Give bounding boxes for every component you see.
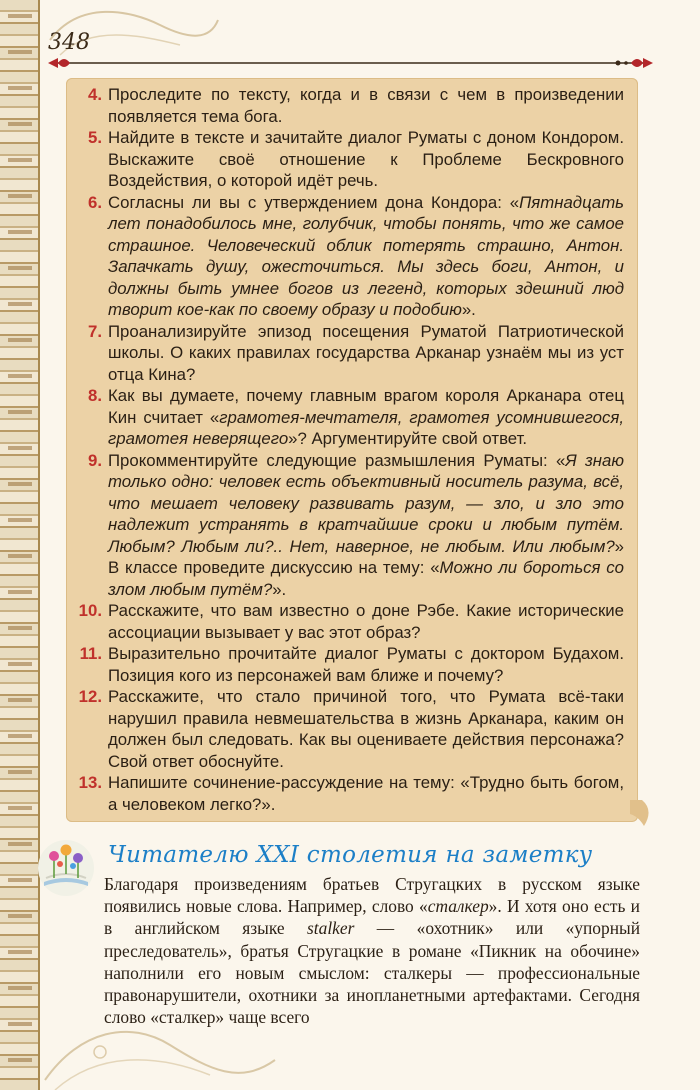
question-text — [108, 451, 624, 599]
text-run: Прокомментируйте следующие размышления Руматы: « — [108, 450, 566, 470]
text-run: Напишите сочинение-рассуждение на тему: «Трудно быть богом, а человеком легко?». — [108, 773, 624, 814]
text-run: Проанализируйте эпизод посещения Руматой Патриотической школы. О каких правилах государства Арканар узнаём мы из уст отца Кина? — [108, 321, 624, 384]
question-item — [72, 686, 624, 772]
question-text — [108, 386, 624, 448]
page-curl-icon — [630, 800, 654, 828]
text-run: ». — [461, 300, 476, 319]
question-number: 11. — [79, 644, 102, 663]
text-run: Благодаря произведениям братьев Стругацких в русском языке появились новые слова. Например, слово « — [104, 874, 640, 917]
text-run: Согласны ли вы с утверждением дона Кондора: « — [108, 192, 520, 212]
question-number: 13. — [78, 773, 102, 792]
question-number: 12. — [78, 687, 102, 706]
ornamental-rule-icon — [48, 52, 653, 74]
italic-quote: грамотея-мечтателя, грамотея усомнившегося, грамотея неверящего — [108, 407, 624, 448]
question-item — [72, 450, 624, 601]
italic-quote: Пятнадцать лет понадобилось мне, голубчик, чтобы понять, что же самое страшное. Человеческий облик потерять страшно, Антон. Запачкать душу, ожесточиться. Мы здесь боги, Антон, и должны быть умнее богов из легенд, которых здешний люд творит кое-как по своему образу и подобию — [108, 192, 624, 319]
question-text — [108, 193, 624, 320]
question-number: 9. — [88, 450, 102, 470]
question-item — [72, 127, 624, 192]
note-body — [104, 873, 640, 1028]
text-run: Выразительно прочитайте диалог Руматы с доктором Будахом. Позиция кого из персонажей вам ближе и почему? — [108, 644, 624, 685]
question-text — [108, 85, 624, 126]
text-run: — «охотник» или «упорный преследователь», братья Стругацкие в романе «Пикник на обочине» наполнили его новым смыслом: сталкеры — профессиональные правонарушители, охотники за инопланетными артефактами. Сегодня слово «сталкер» чаще всего — [104, 918, 640, 1028]
question-item — [72, 321, 624, 386]
text-run: Расскажите, что вам известно о доне Рэбе. Какие исторические ассоциации вызывает у вас этот образ? — [108, 601, 624, 642]
italic-quote: сталкер — [427, 896, 489, 917]
question-text — [108, 128, 624, 190]
text-run: » В классе проведите дискуссию на тему: « — [108, 536, 624, 577]
question-text — [108, 644, 624, 685]
left-border-ornament — [0, 0, 40, 1090]
question-text — [108, 601, 624, 642]
text-run: »? Аргументируйте свой ответ. — [288, 429, 528, 448]
question-number: 6. — [88, 192, 102, 212]
text-run: ». И хотя оно есть и в английском языке — [104, 896, 640, 939]
questions-list — [72, 84, 624, 815]
question-number: 4. — [88, 85, 102, 104]
italic-quote: Я знаю только одно: человек есть объективный носитель разума, всё, что мешает человеку развивать разум, — зло, и зло это надлежит устранять в кратчайшие сроки и любым путём. Любым? Любым ли?.. Нет, наверное, не любым. Или любым? — [108, 450, 624, 556]
question-item — [72, 600, 624, 643]
question-item — [72, 643, 624, 686]
question-number: 8. — [88, 386, 102, 405]
question-text — [108, 322, 624, 384]
text-run: Найдите в тексте и зачитайте диалог Руматы с доном Кондором. Выскажите своё отношение к Проблеме Бескровного Воздействия, о которой идёт речь. — [108, 128, 624, 190]
text-run: Расскажите, что стало причиной того, что Румата всё-таки нарушил правила невмешательства в жизнь Арканара, каким он должен был следовать. Как вы оцениваете действия персонажа? Свой ответ обоснуйте. — [108, 687, 624, 771]
question-item — [72, 84, 624, 127]
text-run: Проследите по тексту, когда и в связи с чем в произведении появляется тема бога. — [108, 85, 624, 126]
book-flowers-icon — [34, 838, 98, 898]
question-text — [108, 773, 624, 814]
italic-quote: Можно ли бороться со злом любым путём? — [108, 558, 624, 599]
question-number: 7. — [88, 321, 102, 341]
question-text — [108, 687, 624, 771]
question-item — [72, 385, 624, 450]
question-item — [72, 772, 624, 815]
question-item — [72, 192, 624, 321]
question-number: 5. — [88, 128, 102, 147]
italic-quote: stalker — [307, 918, 355, 939]
note-title: Читателю XXI столетия на заметку — [108, 842, 593, 868]
text-run: Как вы думаете, почему главным врагом короля Арканара отец Кин считает « — [108, 386, 624, 427]
page-number: 348 — [48, 30, 90, 55]
text-run: ». — [272, 579, 287, 599]
question-number: 10. — [78, 601, 102, 620]
